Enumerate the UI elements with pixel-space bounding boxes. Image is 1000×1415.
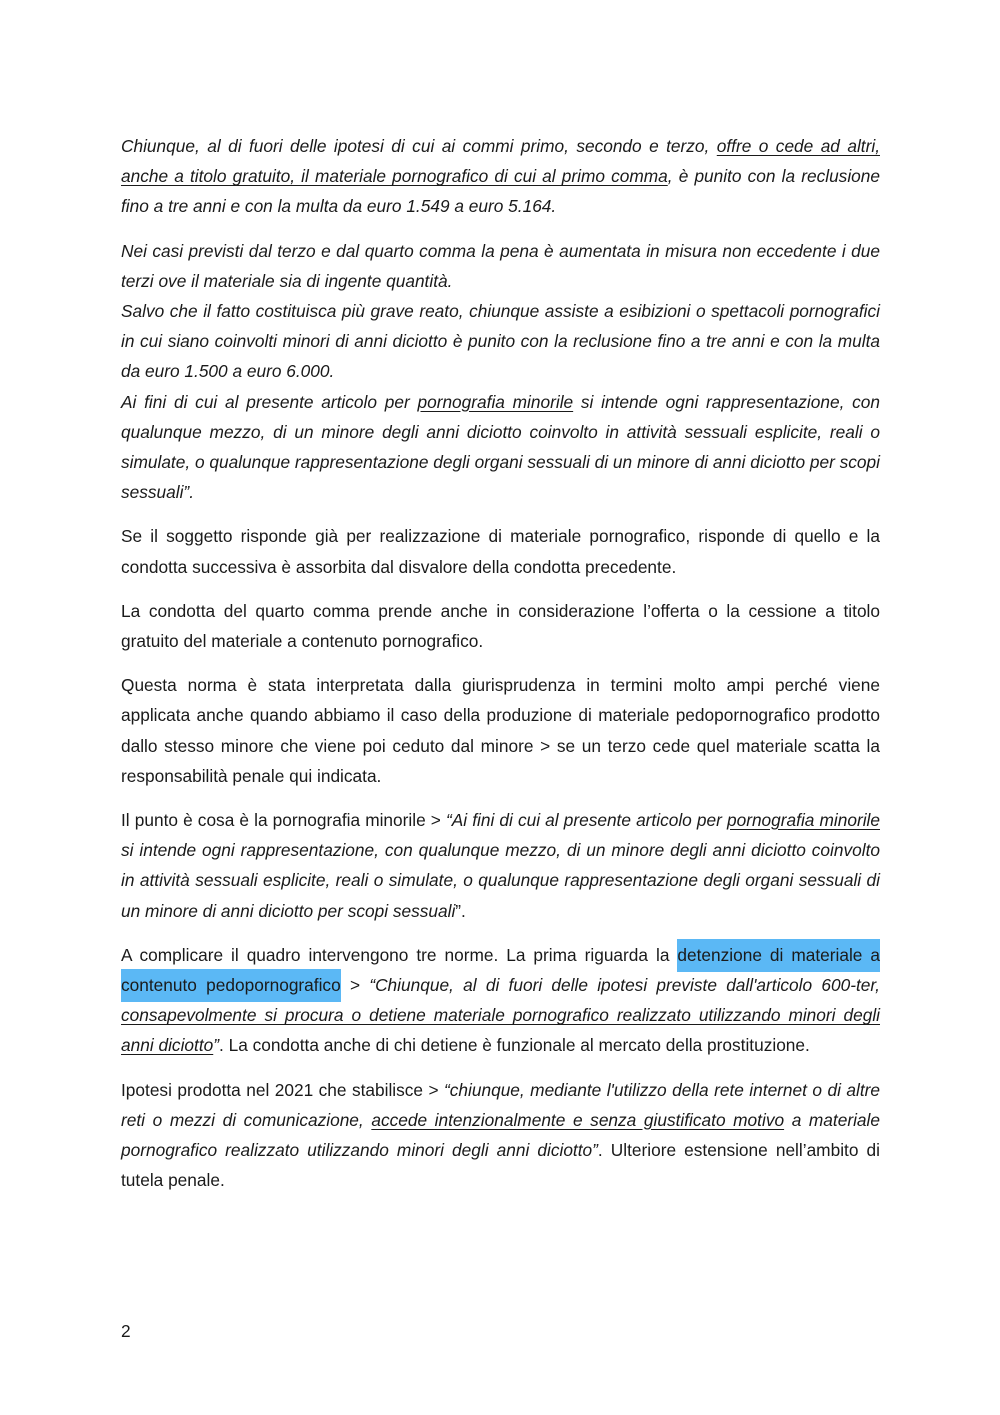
- document-body: [121, 131, 880, 1210]
- p6-underlined-term: pornografia minorile: [726, 810, 880, 831]
- page-number: 2: [121, 1321, 131, 1341]
- p7-quote-end: ”: [213, 1035, 219, 1056]
- paragraph-6: [121, 805, 880, 926]
- p7-quote-start: “Chiunque, al di fuori delle ipotesi previste dall'articolo 600-ter,: [369, 975, 880, 996]
- paragraph-5: Questa norma è stata interpretata dalla giurisprudenza in termini molto ampi perché viene applicata anche quando abbiamo il caso della produzione di materiale pedopornografico prodotto dallo stesso minore che viene poi ceduto dal minore > se un terzo cede quel materiale scatta la responsabilità penale qui indicata.: [121, 675, 880, 786]
- p8-text-end: . Ulteriore estensione nell’ambito di tutela penale.: [121, 1140, 880, 1191]
- p1-underlined-text: offre o cede ad altri, anche a titolo gratuito, il materiale pornografico di cui al primo comma: [121, 136, 880, 187]
- p8-underlined-quote: accede intenzionalmente e senza giustificato motivo: [371, 1109, 785, 1130]
- p6-quote-start: “Ai fini di cui al presente articolo per: [446, 810, 727, 831]
- p6-text: Il punto è cosa è la pornografia minorile >: [121, 810, 446, 831]
- p1-text-end: , è punito con la reclusione fino a tre anni e con la multa da euro 1.549 a euro 5.164.: [121, 166, 880, 217]
- p8-text: Ipotesi prodotta nel 2021 che stabilisce >: [121, 1079, 445, 1100]
- p2-underlined-term: pornografia minorile: [417, 391, 574, 412]
- paragraph-7: [121, 940, 880, 1061]
- paragraph-2: [121, 236, 880, 508]
- p7-text: A complicare il quadro intervengono tre norme. La prima riguarda la: [121, 944, 678, 965]
- p8-quote-end: a materiale pornografico realizzato utilizzando minori degli anni diciotto”: [121, 1109, 880, 1161]
- p6-quote: si intende ogni rappresentazione, con qualunque mezzo, di un minore degli anni diciotto coinvolto in attività sessuali esplicite, reali o simulate, o qualunque rappresentazione degli organi sessuali di un minore di anni diciotto per scopi sessuali: [121, 840, 880, 921]
- p2-line-a: Nei casi previsti dal terzo e dal quarto comma la pena è aumentata in misura non eccedente i due terzi ove il materiale sia di ingente quantità.: [121, 240, 880, 291]
- p7-underlined-quote: consapevolmente si procura o detiene materiale pornografico realizzato utilizzando minori degli anni diciotto: [121, 1005, 880, 1056]
- p7-highlighted-text: detenzione di materiale a contenuto pedopornografico: [121, 939, 880, 1002]
- p1-text: Chiunque, al di fuori delle ipotesi di cui ai commi primo, secondo e terzo,: [121, 136, 717, 156]
- p7-arrow: >: [340, 975, 370, 996]
- paragraph-8: [121, 1075, 880, 1196]
- p7-text-end: . La condotta anche di chi detiene è funzionale al mercato della prostituzione.: [219, 1035, 810, 1056]
- paragraph-4: La condotta del quarto comma prende anche in considerazione l’offerta o la cessione a titolo gratuito del materiale a contenuto pornografico.: [121, 600, 880, 652]
- p2-line-c: Ai fini di cui al presente articolo per: [121, 391, 418, 412]
- paragraph-1: [121, 131, 880, 222]
- p2-line-c-end: si intende ogni rappresentazione, con qualunque mezzo, di un minore degli anni diciotto coinvolto in attività sessuali esplicite, reali o simulate, o qualunque rappresentazione degli organi sessuali di un minore di anni diciotto per scopi sessuali”.: [121, 391, 881, 503]
- p8-quote-start: “chiunque, mediante l'utilizzo della rete internet o di altre reti o mezzi di comunicazione,: [121, 1079, 880, 1130]
- p6-quote-end: ”.: [455, 900, 466, 921]
- p2-line-b: Salvo che il fatto costituisca più grave reato, chiunque assiste a esibizioni o spettacoli pornografici in cui siano coinvolti minori di anni diciotto è punito con la reclusione fino a tre anni e con la multa da euro 1.500 a euro 6.000.: [121, 301, 880, 382]
- paragraph-3: Se il soggetto risponde già per realizzazione di materiale pornografico, risponde di quello e la condotta successiva è assorbita dal disvalore della condotta precedente.: [121, 526, 880, 577]
